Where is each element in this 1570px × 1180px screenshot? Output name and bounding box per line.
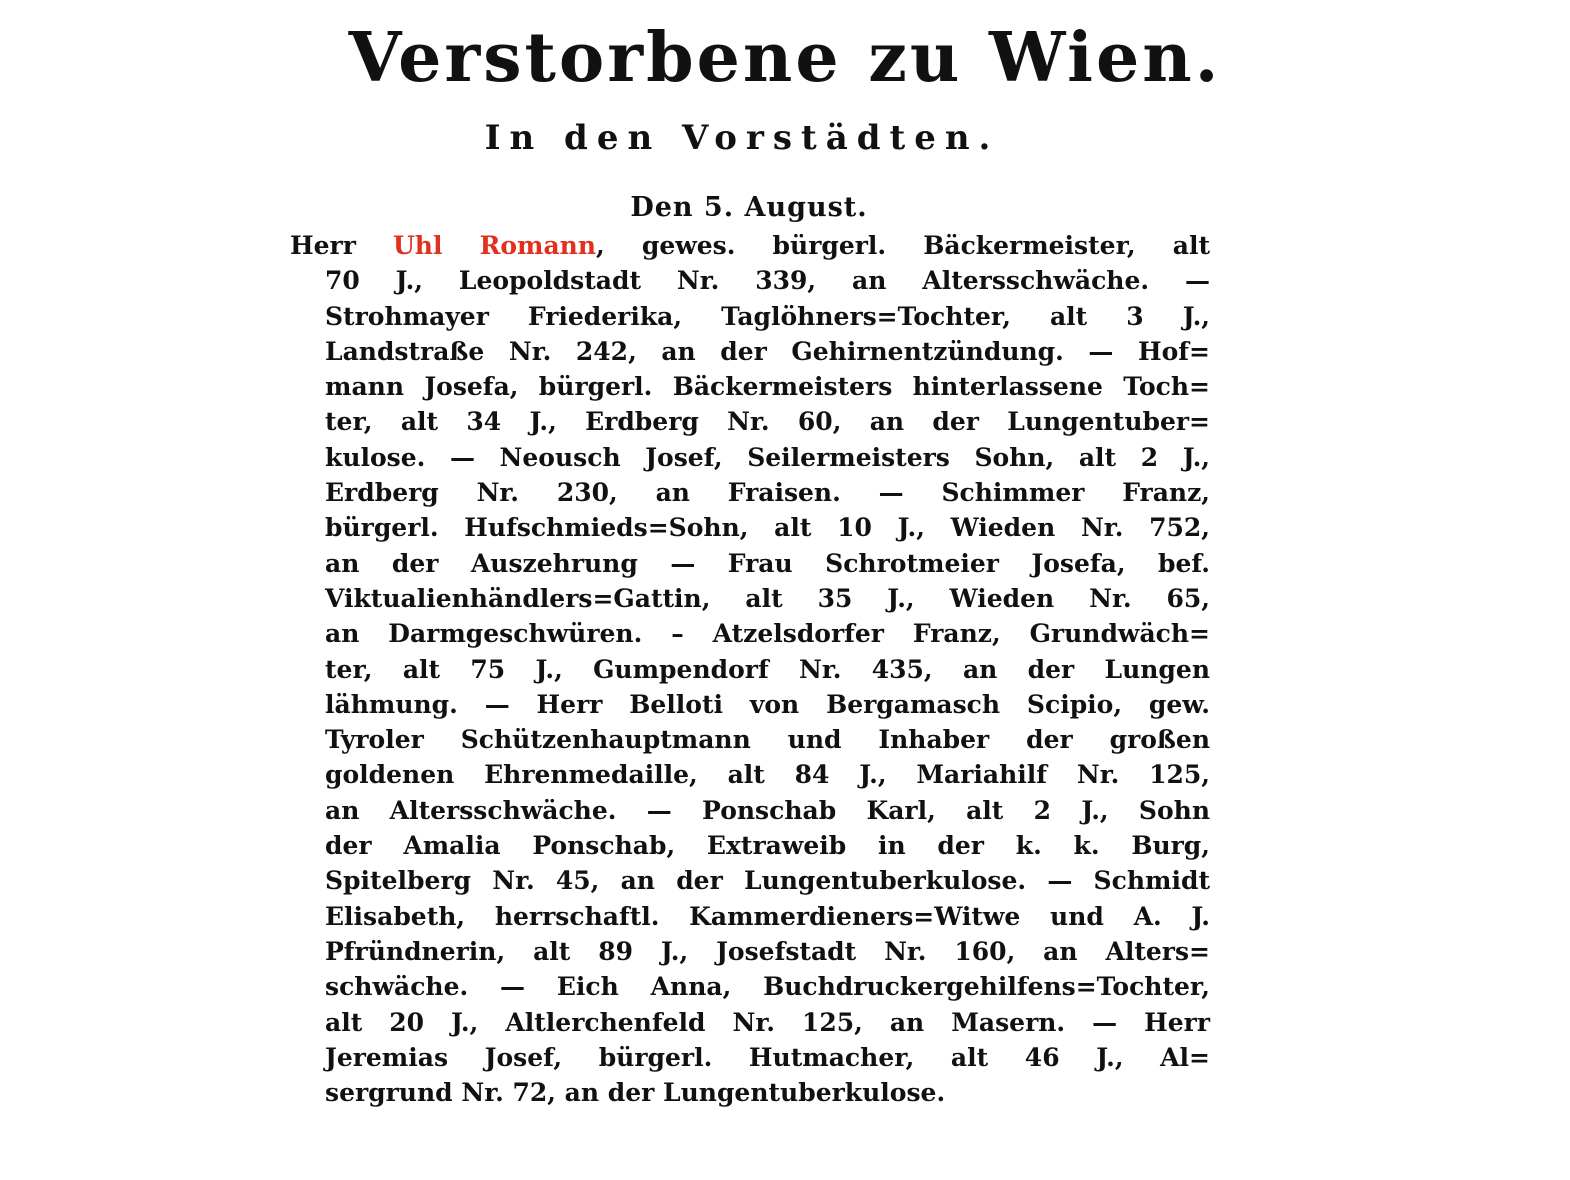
obituary-line: Pfründnerin, alt 89 J., Josefstadt Nr. 160, an Alters= <box>325 936 1210 966</box>
obituary-line: lähmung. — Herr Belloti von Bergamasch Scipio, gew. <box>325 689 1210 719</box>
obituary-line: Strohmayer Friederika, Taglöhners=Tochter, alt 3 J., <box>325 301 1210 331</box>
obituary-line-first <box>290 228 1210 263</box>
obituary-line: Spitelberg Nr. 45, an der Lungentuberkulose. — Schmidt <box>325 866 1210 896</box>
obituary-line: alt 20 J., Altlerchenfeld Nr. 125, an Masern. — Herr <box>325 1007 1210 1037</box>
obituary-line: Elisabeth, herrschaftl. Kammerdieners=Witwe und A. J. <box>325 901 1210 931</box>
obituary-line: Jeremias Josef, bürgerl. Hutmacher, alt 46 J., Al= <box>325 1042 1210 1072</box>
date-heading: Den 5. August. <box>630 192 868 223</box>
first-line-rest: , gewes. bürgerl. Bäckermeister, alt <box>596 231 1210 260</box>
obituary-line: Erdberg Nr. 230, an Fraisen. — Schimmer Franz, <box>325 478 1210 508</box>
highlighted-name: Uhl Romann <box>392 231 597 260</box>
obituary-line: Tyroler Schützenhauptmann und Inhaber der großen <box>325 725 1210 755</box>
obituary-line: ter, alt 34 J., Erdberg Nr. 60, an der Lungentuber= <box>325 407 1210 437</box>
obituary-line: an der Auszehrung — Frau Schrotmeier Josefa, bef. <box>325 548 1210 578</box>
obituary-line: schwäche. — Eich Anna, Buchdruckergehilfens=Tochter, <box>325 972 1210 1002</box>
honorific-text: Herr <box>290 231 393 260</box>
obituary-line: Viktualienhändlers=Gattin, alt 35 J., Wieden Nr. 65, <box>325 583 1210 613</box>
obituary-line: goldenen Ehrenmedaille, alt 84 J., Mariahilf Nr. 125, <box>325 760 1210 790</box>
obituary-line: an Altersschwäche. — Ponschab Karl, alt 2 J., Sohn <box>325 795 1210 825</box>
obituary-line: kulose. — Neousch Josef, Seilermeisters Sohn, alt 2 J., <box>325 442 1210 472</box>
obituary-list <box>290 228 1210 1110</box>
obituary-line: mann Josefa, bürgerl. Bäckermeisters hinterlassene Toch= <box>325 372 1210 402</box>
obituary-line: Landstraße Nr. 242, an der Gehirnentzündung. — Hof= <box>325 336 1210 366</box>
obituary-line-last: sergrund Nr. 72, an der Lungentuberkulose. <box>325 1078 946 1108</box>
obituary-line: der Amalia Ponschab, Extraweib in der k. k. Burg, <box>325 831 1210 861</box>
page-title: Verstorbene zu Wien. <box>348 18 1222 98</box>
obituary-line: ter, alt 75 J., Gumpendorf Nr. 435, an der Lungen <box>325 654 1210 684</box>
obituary-line: bürgerl. Hufschmieds=Sohn, alt 10 J., Wieden Nr. 752, <box>325 513 1210 543</box>
obituary-line: 70 J., Leopoldstadt Nr. 339, an Altersschwäche. — <box>325 266 1210 296</box>
obituary-line: an Darmgeschwüren. – Atzelsdorfer Franz, Grundwäch= <box>325 619 1210 649</box>
section-subtitle: In den Vorstädten. <box>484 118 1000 158</box>
